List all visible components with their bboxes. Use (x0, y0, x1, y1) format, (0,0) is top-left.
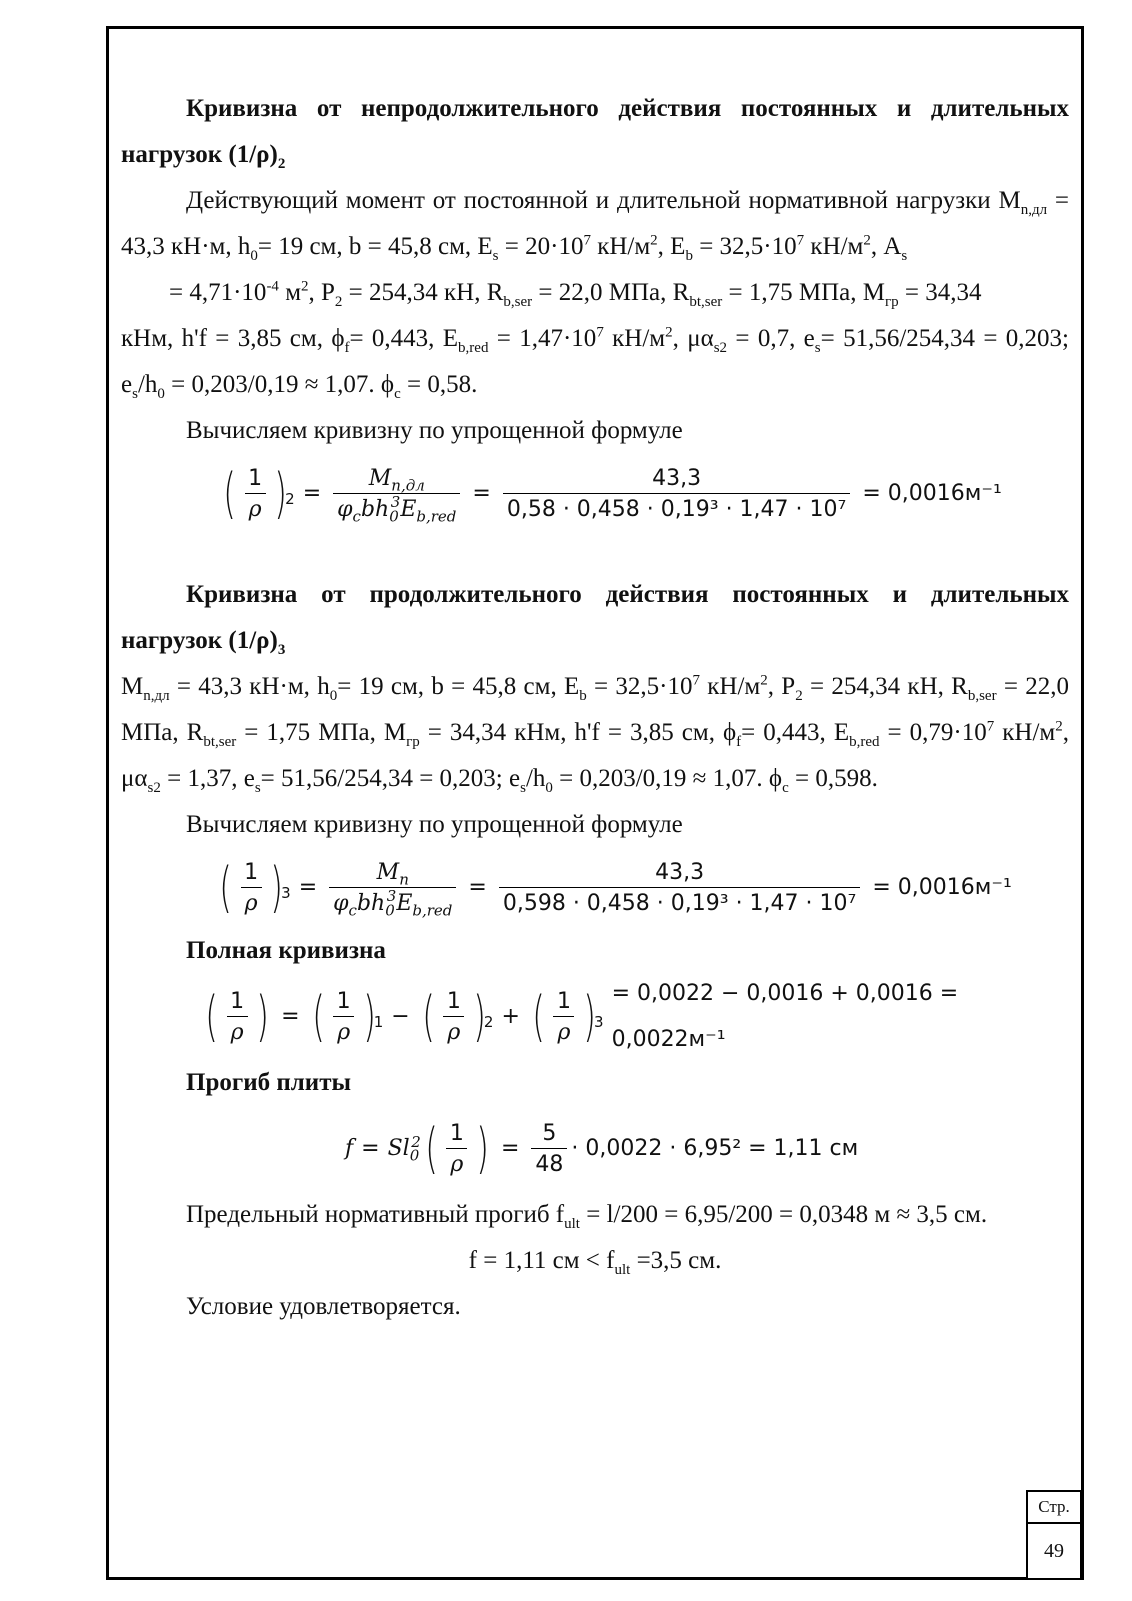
full-curvature-formula: ( $\frac{1}{\rho}$ ) = ( $\frac{1}{\rho}$ ) 1 − ( $\frac{1}{\rho}$ ) 2 + ( $\frac{1}{\rho}$ ) 3 = 0,0022 − 0,0016 + 0,0016 = 0,0022м⁻¹ (205, 981, 959, 1052)
section1-formula-label: Вычисляем кривизну по упрощенной формуле (186, 417, 683, 444)
section2-formula-label: Вычисляем кривизну по упрощенной формуле (186, 811, 683, 838)
page-number: 49 (1044, 1540, 1064, 1562)
deflection-limit: Предельный нормативный прогиб $f_{ult} = l/200 = 6,95/200 = 0,0348$ м ≈ 3,5 см. (186, 1201, 988, 1232)
section1-intro: Действующий момент от постоянной и длительной нормативной нагрузки $M_{n,дл} = 43,3$ кН·м, $h_0= 19$ см, b = 45,8 см, $E_s = 20\cdot 10^7$ $кН/м^2$, $E_b = 32,5\cdot 10^7$ $кН/м^2$, $A_s$ (121, 187, 1069, 264)
deflection-formula: f = $Sl_0^2$ ( $\frac{1}{\rho}$ ) = $\frac{5}{48}$ · 0,0022 · 6,95² = 1,11 см (345, 1117, 859, 1180)
page-label: Стр. (1028, 1492, 1080, 1524)
section1-heading: Кривизна от непродолжительного действия постоянных и длительных нагрузок $(1/\rho)_2$ (121, 95, 1069, 172)
deflection-check: f = 1,11 см < $f_{ult} =3,5$ см. (468, 1247, 722, 1278)
full-curvature-heading: Полная кривизна (186, 937, 386, 964)
section1-formula: ( $\frac{1}{\rho}$ ) 2 = $\frac{M_{n,дл}}{\varphi_cbh_0^3E_{b,red}}$ = $\frac{43,3}{\text{0,58 · 0,458 · 0,19³ · 1,47 · 10⁷}}$ = 0,0016м⁻¹ (223, 462, 1002, 525)
section2-heading: Кривизна от продолжительного действия постоянных и длительных нагрузок $(1/\rho)_3$ (121, 581, 1069, 658)
section2-params: $M_{n,дл} = 43,3$ кН·м, $h_0= 19$ см, b = 45,8 см, $E_b = 32,5\cdot 10^7$ $кН/м^2$, $P_2 = 254,34$ кН, $R_{b,ser} = 22,0$ МПа, $R_{bt,ser} = 1,75$ МПа, $M_{гр} = 34,34$ кНм, h'f = 3,85 см, $\phi_f= 0,443$, $E_{b,red} = 0,79\cdot 10^7$ $кН/м^2$, $\mu\alpha_{s2} = 1,37$, $e_s= 51,56/254,34 = 0,203$; $e_s/h_0 = 0,203/0,19 \approx 1,07$. $\phi_c = 0,598$. (121, 672, 1070, 796)
page-number-stamp (1026, 1490, 1082, 1580)
section2-formula: ( $\frac{1}{\rho}$ ) 3 = $\frac{M_n}{\varphi_cbh_0^3E_{b,red}}$ = $\frac{43,3}{\text{0,598 · 0,458 · 0,19³ · 1,47 · 10⁷}}$ = 0,0016м⁻¹ (219, 856, 1012, 919)
section1-params-cont: кНм, h'f = 3,85 см, $\phi_f= 0,443$, $E_{b,red} = 1,47\cdot 10^7$ $кН/м^2$, $\mu\alpha_{s2} = 0,7$, $e_s= 51,56/254,34 = 0,203$; $e_s/h_0 = 0,203/0,19 \approx 1,07$. $\phi_c = 0,58$. (121, 324, 1069, 402)
page-content (121, 86, 1069, 1330)
section1-params: = $4,71\cdot 10^{-4}$ $м^2$, $P_2 = 254,34$ кН, $R_{b,ser} = 22,0$ МПа, $R_{bt,ser} = 1,75$ МПа, $M_{гр} = 34,34$ (169, 278, 982, 310)
conclusion: Условие удовлетворяется. (186, 1293, 461, 1320)
deflection-heading: Прогиб плиты (186, 1069, 351, 1096)
